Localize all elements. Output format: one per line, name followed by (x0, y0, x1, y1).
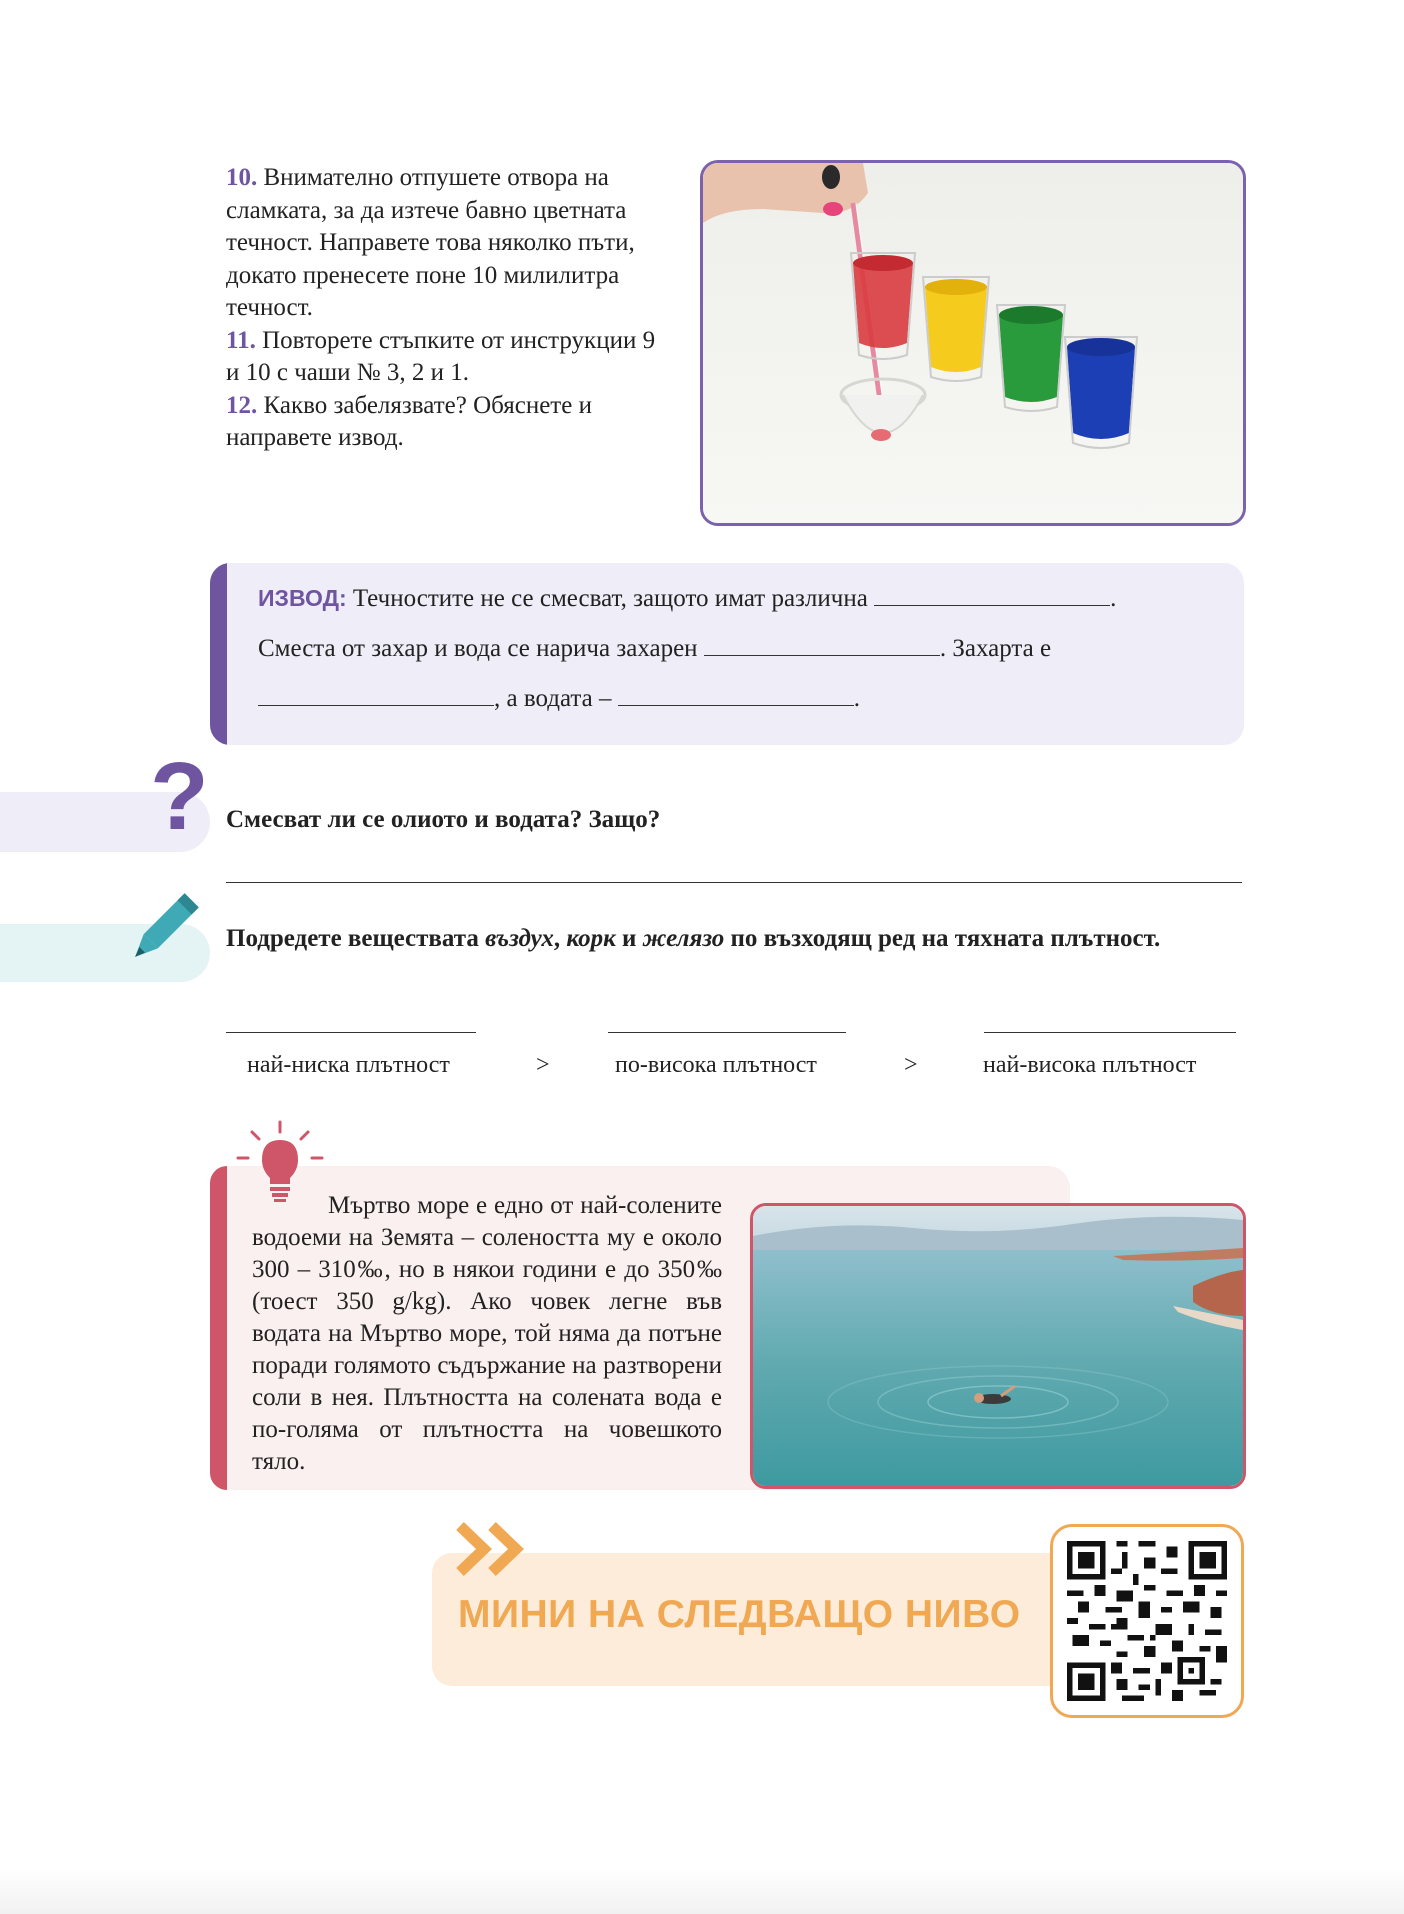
substance-cork: корк (566, 925, 616, 952)
fun-fact-accent-bar (210, 1166, 227, 1490)
step-number: 12. (226, 391, 258, 419)
order-blank-2[interactable] (608, 1032, 846, 1033)
greater-than-sign: > (536, 1052, 550, 1078)
conclusion-box (210, 563, 1244, 745)
task-text-part: Подредете веществата (226, 925, 486, 952)
answer-blank[interactable] (874, 585, 1110, 606)
order-blank-1[interactable] (226, 1032, 476, 1033)
task-text-part: и (615, 925, 643, 952)
conclusion-label: ИЗВОД: (258, 585, 347, 611)
lowest-density-label: най-ниска плътност (247, 1052, 450, 1078)
answer-blank[interactable] (704, 635, 940, 656)
next-level-label[interactable]: МИНИ НА СЛЕДВАЩО НИВО (458, 1593, 1021, 1636)
task-text-part: , (553, 925, 567, 952)
step-11 (226, 325, 656, 390)
dead-sea-illustration (753, 1206, 1243, 1486)
step-text: Повторете стъпките от инструкции 9 и 10 с чаши № 3, 2 и 1. (226, 326, 656, 386)
qr-code-icon (1067, 1541, 1227, 1701)
step-number: 10. (226, 164, 258, 191)
step-10 (226, 162, 656, 325)
experiment-steps (226, 162, 656, 455)
substance-air: въздух (485, 925, 554, 952)
page-bottom-shadow (0, 1868, 1404, 1914)
order-blank-3[interactable] (984, 1032, 1236, 1033)
conclusion-line3a: , а водата – (494, 685, 612, 712)
double-chevron-icon (456, 1522, 532, 1576)
order-task-text (226, 922, 1226, 955)
conclusion-accent-bar (210, 563, 227, 745)
question-text: Смесват ли се олиото и водата? Защо? (226, 806, 661, 833)
step-number: 11. (226, 326, 256, 354)
colored-liquids-photo (700, 160, 1246, 526)
fun-fact-text (252, 1190, 722, 1478)
substance-iron: желязо (642, 925, 725, 952)
conclusion-text: ИЗВОД: Течностите не се смесват, защото имат различна . Сместа от захар и вода се нарича захарен . Захарта е , а водата – . (258, 585, 1117, 712)
colored-liquids-illustration (703, 163, 1243, 523)
task-text-part: по възходящ ред на тяхната плътност. (724, 925, 1161, 952)
pencil-icon (120, 888, 204, 972)
qr-code-box[interactable] (1050, 1524, 1244, 1718)
fun-fact-body: Мъртво море е едно от най-солените водоеми на Земята – солеността му е около 300 – 310‰, но в някои години е до 350‰ (тоест 350 g/kg). Ако човек легне във водата на Мъртво море, той няма да потъне поради голямото съдържание на разтворени соли в нея. Плътността на солената вода е по-голяма от плътността на човешкото тяло. (252, 1192, 722, 1475)
question-mark-icon: ? (150, 743, 209, 850)
step-12 (226, 390, 656, 455)
dead-sea-photo (750, 1203, 1246, 1489)
step-text: Внимателно отпушете отвора на сламката, за да изтече бавно цветната течност. Направете това няколко пъти, докато пренесете поне 10 милилитра течност. (226, 164, 635, 321)
conclusion-line2b: . Захарта е (939, 635, 1052, 662)
conclusion-line3b: . (853, 685, 861, 712)
greater-than-sign: > (904, 1052, 918, 1078)
conclusion-line2a: Сместа от захар и вода се нарича захарен (258, 635, 698, 662)
answer-blank[interactable] (258, 685, 494, 706)
answer-blank[interactable] (618, 685, 854, 706)
higher-density-label: по-висока плътност (615, 1052, 817, 1078)
step-text: Какво забелязвате? Обяснете и направете извод. (226, 391, 592, 451)
highest-density-label: най-висока плътност (983, 1052, 1197, 1078)
conclusion-line1: Течностите не се смесват, защото имат различна (352, 585, 868, 612)
answer-line[interactable] (226, 882, 1242, 883)
